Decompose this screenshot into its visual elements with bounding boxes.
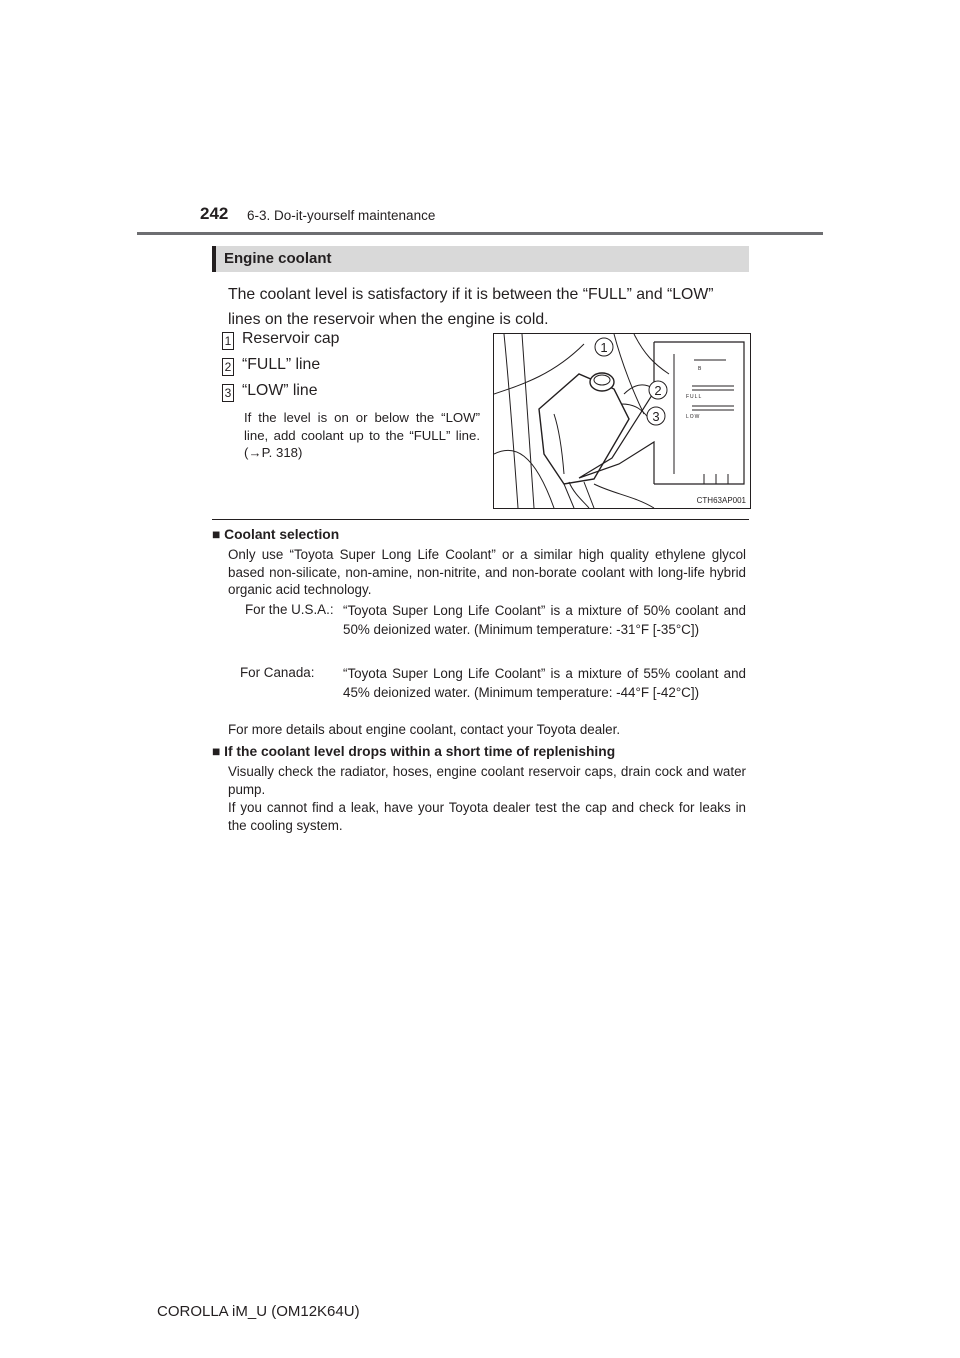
level-drops-heading: ■ If the coolant level drops within a short time of replenishing: [212, 744, 616, 759]
inset-mark-b: B: [698, 366, 702, 372]
callout-2: 2: [654, 383, 662, 398]
item-label: “FULL” line: [242, 356, 321, 373]
section-header: 6-3. Do-it-yourself maintenance: [247, 208, 436, 223]
callout-3: 3: [652, 409, 660, 424]
figure-code: CTH63AP001: [696, 496, 746, 505]
section-divider: [212, 519, 749, 520]
footer-model: COROLLA iM_U (OM12K64U): [157, 1303, 360, 1320]
inset-mark-low: LOW: [686, 414, 701, 420]
page-title: Engine coolant: [224, 250, 332, 267]
usa-definition: “Toyota Super Long Life Coolant” is a mixture of 50% coolant and 50% deionized water. (Minimum temperature: -31°F [-35°C]): [343, 603, 746, 637]
callout-1: 1: [600, 340, 608, 355]
level-drops-paragraph-1: Visually check the radiator, hoses, engine coolant reservoir caps, drain cock and water pump.: [228, 764, 746, 797]
level-note: If the level is on or below the “LOW” line, add coolant up to the “FULL” line. (→P. 318): [244, 410, 480, 460]
item-number: 3: [222, 384, 234, 402]
level-drops-paragraph-2: If you cannot find a leak, have your Toyota dealer test the cap and check for leaks in the cooling system.: [228, 800, 746, 833]
item-number: 2: [222, 358, 234, 376]
item-number: 1: [222, 332, 234, 350]
canada-term: For Canada:: [240, 665, 315, 680]
inset-mark-full: FULL: [686, 394, 703, 400]
canada-definition: “Toyota Super Long Life Coolant” is a mixture of 55% coolant and 45% deionized water. (Minimum temperature: -44°F [-42°C]): [343, 666, 746, 700]
coolant-selection-heading: ■ Coolant selection: [212, 527, 340, 542]
item-label: “LOW” line: [242, 382, 318, 399]
reservoir-illustration: [494, 334, 750, 508]
coolant-reservoir-figure: [493, 333, 751, 509]
header-rule: [137, 232, 823, 235]
coolant-selection-paragraph: Only use “Toyota Super Long Life Coolant” or a similar high quality ethylene glycol based non-silicate, non-amine, non-nitrite, and non-borate coolant with long-life hybrid organic acid technology.: [228, 547, 746, 597]
more-details-paragraph: For more details about engine coolant, contact your Toyota dealer.: [228, 722, 621, 737]
title-bar-mark: [212, 246, 216, 272]
item-label: Reservoir cap: [242, 330, 340, 347]
intro-paragraph: The coolant level is satisfactory if it is between the “FULL” and “LOW” lines on the reservoir when the engine is cold.: [228, 286, 714, 328]
title-bar: [212, 246, 749, 272]
usa-term: For the U.S.A.:: [245, 602, 334, 617]
page-number: 242: [200, 204, 229, 223]
